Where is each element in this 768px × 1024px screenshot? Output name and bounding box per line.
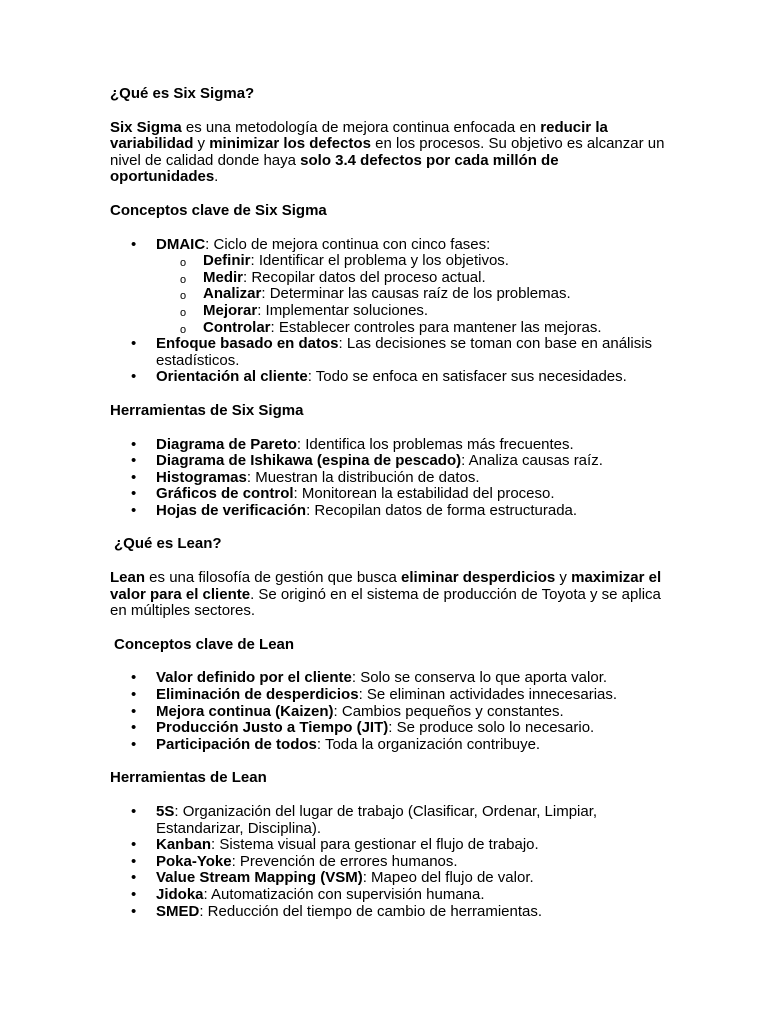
list-item: • Producción Justo a Tiempo (JIT): Se produce solo lo necesario. — [110, 720, 670, 737]
conceptos-lean-list — [110, 670, 670, 753]
list-item: • Histogramas: Muestran la distribución de datos. — [110, 470, 670, 487]
list-item: • Diagrama de Ishikawa (espina de pescado): Analiza causas raíz. — [110, 453, 670, 470]
list-item: • Kanban: Sistema visual para gestionar el flujo de trabajo. — [110, 837, 670, 854]
heading-que-es-lean: ¿Qué es Lean? — [114, 535, 222, 553]
list-item: • Eliminación de desperdicios: Se eliminan actividades innecesarias. — [110, 687, 670, 704]
list-item: • Jidoka: Automatización con supervisión humana. — [110, 887, 670, 904]
heading-herramientas-lean: Herramientas de Lean — [110, 769, 267, 787]
list-item: • Poka-Yoke: Prevención de errores humanos. — [110, 854, 670, 871]
list-item: • SMED: Reducción del tiempo de cambio de herramientas. — [110, 904, 670, 921]
list-item: • Valor definido por el cliente: Solo se conserva lo que aporta valor. — [110, 670, 670, 687]
list-item: • Mejora continua (Kaizen): Cambios pequeños y constantes. — [110, 704, 670, 721]
list-item: o Mejorar: Implementar soluciones. — [110, 303, 670, 320]
list-item: • DMAIC: Ciclo de mejora continua con cinco fases: o Definir: Identificar el problema y los objetivos. o Medir: Recopilar datos del proceso actual. o Analizar: Determinar las causas raíz de los problemas. o Mejorar: Implementar soluciones. o Controlar: Establecer controles para mantener las mejoras. — [110, 237, 670, 337]
heading-conceptos-six-sigma: Conceptos clave de Six Sigma — [110, 201, 327, 219]
list-item: • Orientación al cliente: Todo se enfoca en satisfacer sus necesidades. — [110, 369, 670, 386]
heading-herramientas-six-sigma: Herramientas de Six Sigma — [110, 401, 304, 419]
list-item: • Diagrama de Pareto: Identifica los problemas más frecuentes. — [110, 437, 670, 454]
list-item: o Medir: Recopilar datos del proceso actual. — [110, 270, 670, 287]
list-item: o Analizar: Determinar las causas raíz de los problemas. — [110, 286, 670, 303]
list-item: o Definir: Identificar el problema y los objetivos. — [110, 253, 670, 270]
list-item: • Gráficos de control: Monitorean la estabilidad del proceso. — [110, 486, 670, 503]
list-item: • 5S: Organización del lugar de trabajo (Clasificar, Ordenar, Limpiar, Estandarizar, Disciplina). — [110, 804, 670, 837]
list-item: • Participación de todos: Toda la organización contribuye. — [110, 737, 670, 754]
lean-intro: Lean es una filosofía de gestión que busca eliminar desperdicios y maximizar el valor para el cliente. Se originó en el sistema de producción de Toyota y se aplica en múltiples sectores. — [110, 569, 662, 620]
list-item: • Enfoque basado en datos: Las decisiones se toman con base en análisis estadísticos. — [110, 336, 670, 369]
herramientas-six-sigma-list — [110, 437, 670, 520]
heading-que-es-six-sigma: ¿Qué es Six Sigma? — [110, 85, 255, 102]
dmaic-phases-list — [156, 253, 670, 336]
heading-conceptos-lean: Conceptos clave de Lean — [114, 635, 295, 653]
list-item: • Hojas de verificación: Recopilan datos de forma estructurada. — [110, 503, 670, 520]
six-sigma-intro: Six Sigma es una metodología de mejora continua enfocada en reducir la variabilidad y minimizar los defectos en los procesos. Su objetivo es alcanzar un nivel de calidad donde haya solo 3.4 defectos por cada millón de oportunidades. — [110, 118, 665, 186]
document-body — [110, 86, 670, 920]
conceptos-six-sigma-list — [110, 237, 670, 386]
list-item: • Value Stream Mapping (VSM): Mapeo del flujo de valor. — [110, 870, 670, 887]
herramientas-lean-list — [110, 804, 670, 920]
list-item: o Controlar: Establecer controles para mantener las mejoras. — [110, 320, 670, 337]
